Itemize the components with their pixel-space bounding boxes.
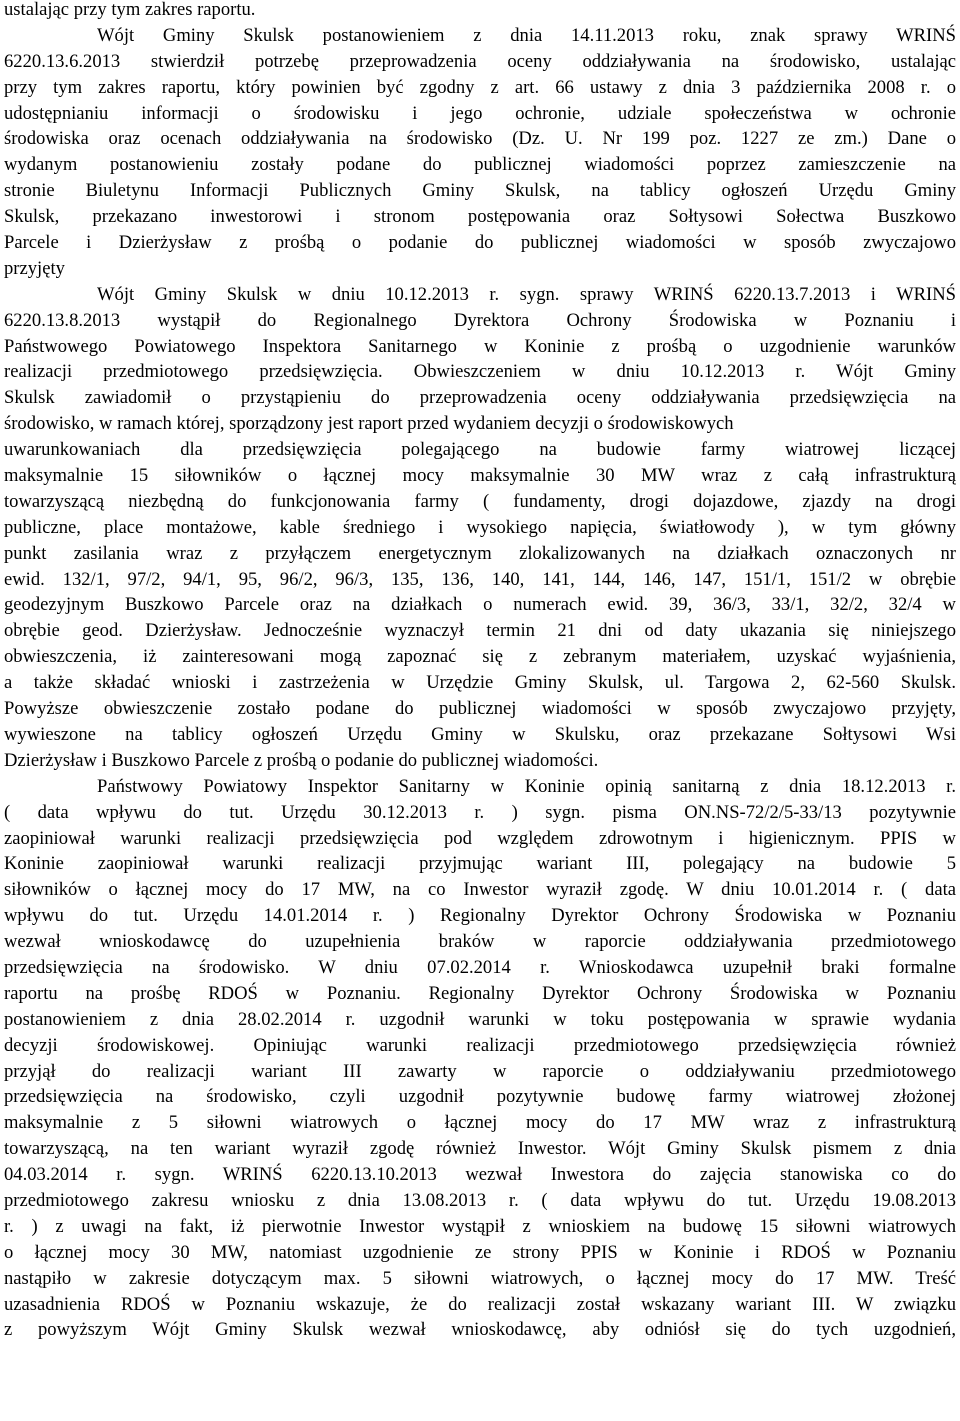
text-line: stronie Biuletynu Informacji Publicznych Gminy Skulsk, na tablicy ogłoszeń Urzędu Gminy	[4, 180, 956, 202]
text-line: Państwowy Powiatowy Inspektor Sanitarny w Koninie opinią sanitarną z dnia 18.12.2013 r.	[97, 775, 956, 797]
text-line: maksymalnie z 5 siłowni wiatrowych o łącznej mocy do 17 MW wraz z infrastrukturą	[4, 1112, 956, 1134]
document-body	[4, 0, 956, 1395]
text-line: postanowieniem z dnia 28.02.2014 r. uzgodnił warunki w toku postępowania w sprawie wydania	[4, 1008, 956, 1030]
text-line: uwarunkowaniach dla przedsięwzięcia polegającego na budowie farmy wiatrowej liczącej	[4, 439, 956, 461]
text-line: 6220.13.6.2013 stwierdził potrzebę przeprowadzenia oceny oddziaływania na środowisko, ustalając	[4, 50, 956, 72]
text-line: ( data wpływu do tut. Urzędu 30.12.2013 r. ) sygn. pisma ON.NS-72/2/5-33/13 pozytywnie	[4, 801, 956, 823]
text-line: 04.03.2014 r. sygn. WRINŚ 6220.13.10.2013 wezwał Inwestora do zajęcia stanowiska co do	[4, 1164, 956, 1186]
text-line: wezwał wnioskodawcę do uzupełnienia braków w raporcie oddziaływania przedmiotowego	[4, 931, 956, 953]
text-line: ewid. 132/1, 97/2, 94/1, 95, 96/2, 96/3, 135, 136, 140, 141, 144, 146, 147, 151/1, 151/2 w obrębie	[4, 568, 956, 590]
text-line: maksymalnie 15 siłowników o łącznej mocy maksymalnie 30 MW wraz z całą infrastrukturą	[4, 465, 956, 487]
text-line: publiczne, place montażowe, kable średniego i wysokiego napięcia, światłowody ), w tym główny	[4, 516, 956, 538]
text-line: wpływu do tut. Urzędu 14.01.2014 r. ) Regionalny Dyrektor Ochrony Środowiska w Poznaniu	[4, 905, 956, 927]
text-line: a także składać wnioski i zastrzeżenia w Urzędzie Gminy Skulsk, ul. Targowa 2, 62-560 Skulsk.	[4, 672, 956, 694]
text-line: Wójt Gminy Skulsk w dniu 10.12.2013 r. sygn. sprawy WRINŚ 6220.13.7.2013 i WRINŚ	[97, 283, 956, 305]
text-line	[4, 1369, 956, 1395]
text-line: wywieszone na tablicy ogłoszeń Urzędu Gminy w Skulsku, oraz przekazane Sołtysowi Wsi	[4, 723, 956, 745]
text-line: Dzierżysław i Buszkowo Parcele z prośbą o podanie do publicznej wiadomości.	[4, 749, 599, 771]
text-line: Wójt Gminy Skulsk postanowieniem z dnia 14.11.2013 roku, znak sprawy WRINŚ	[97, 24, 956, 46]
text-line: ustalając przy tym zakres raportu.	[4, 0, 256, 20]
text-line: o łącznej mocy 30 MW, natomiast uzgodnienie ze strony PPIS w Koninie i RDOŚ w Poznaniu	[4, 1241, 956, 1263]
text-line: Parcele i Dzierżysław z prośbą o podanie do publicznej wiadomości w sposób zwyczajowo	[4, 232, 956, 254]
text-line: obrębie geod. Dzierżysław. Jednocześnie wyznaczył termin 21 dni od daty ukazania się niniejszego	[4, 620, 956, 642]
text-line: zaopiniował warunki realizacji przedsięwzięcia pod względem zdrowotnym i higienicznym. PPIS w	[4, 827, 956, 849]
text-line: Koninie zaopiniował warunki realizacji przyjmując wariant III, polegający na budowie 5	[4, 853, 956, 875]
text-line: udostępnianiu informacji o środowisku i jego ochronie, udziale społeczeństwa w ochronie	[4, 102, 956, 124]
text-line: wydanym postanowieniu zostały podane do publicznej wiadomości poprzez zamieszczenie na	[4, 154, 956, 176]
text-line: punkt zasilania wraz z przyłączem energetycznym zlokalizowanych na działkach oznaczonych nr	[4, 542, 956, 564]
text-line: towarzyszącą, na ten wariant wyraził zgodę również Inwestor. Wójt Gminy Skulsk pismem z dnia	[4, 1138, 956, 1160]
text-line: przyjął do realizacji wariant III zawarty w raporcie o oddziaływaniu przedmiotowego	[4, 1060, 956, 1082]
text-line: r. ) z uwagi na fakt, iż pierwotnie Inwestor wystąpił z wnioskiem na budowę 15 siłowni wiatrowych	[4, 1215, 956, 1237]
text-line: nastąpiło w zakresie dotyczącym max. 5 siłowni wiatrowych, o łącznej mocy do 17 MW. Treść	[4, 1267, 956, 1289]
text-line: towarzyszącą niezbędną do funkcjonowania farmy ( fundamenty, drogi dojazdowe, zjazdy na drogi	[4, 490, 956, 512]
text-line: decyzji środowiskowej. Opiniując warunki realizacji przedmiotowego przedsięwzięcia również	[4, 1034, 956, 1056]
text-line	[4, 1343, 956, 1369]
text-line: z powyższym Wójt Gminy Skulsk wezwał wnioskodawcę, aby odniósł się do tych uzgodnień,	[4, 1319, 956, 1341]
text-line: Skulsk zawiadomił o przystąpieniu do przeprowadzenia oceny oddziaływania przedsięwzięcia na	[4, 387, 956, 409]
text-line: realizacji przedmiotowego przedsięwzięcia. Obwieszczeniem w dniu 10.12.2013 r. Wójt Gminy	[4, 361, 956, 383]
text-line: przyjęty	[4, 257, 65, 279]
text-line: raportu na prośbę RDOŚ w Poznaniu. Regionalny Dyrektor Ochrony Środowiska w Poznaniu	[4, 982, 956, 1004]
text-line: Skulsk, przekazano inwestorowi i stronom postępowania oraz Sołtysowi Sołectwa Buszkowo	[4, 206, 956, 228]
text-line: Państwowego Powiatowego Inspektora Sanitarnego w Koninie z prośbą o uzgodnienie warunków	[4, 335, 956, 357]
text-line: przedsięwzięcia na środowisko, czyli uzgodnił pozytywnie budowę farmy wiatrowej złożonej	[4, 1086, 956, 1108]
text-line: uzasadnienia RDOŚ w Poznaniu wskazuje, że do realizacji został wskazany wariant III. W związku	[4, 1293, 956, 1315]
text-line: siłowników o łącznej mocy do 17 MW, na co Inwestor wyraził zgodę. W dniu 10.01.2014 r. ( data	[4, 879, 956, 901]
text-line: Powyższe obwieszczenie zostało podane do publicznej wiadomości w sposób zwyczajowo przyjęty,	[4, 698, 956, 720]
text-line: geodezyjnym Buszkowo Parcele oraz na działkach o numerach ewid. 39, 36/3, 33/1, 32/2, 32/4 w	[4, 594, 956, 616]
text-line: 6220.13.8.2013 wystąpił do Regionalnego Dyrektora Ochrony Środowiska w Poznaniu i	[4, 309, 956, 331]
text-line: środowiska oraz ocenach oddziaływania na środowisko (Dz. U. Nr 199 poz. 1227 ze zm.) Dane o	[4, 128, 956, 150]
text-line: przedmiotowego zakresu wniosku z dnia 13.08.2013 r. ( data wpływu do tut. Urzędu 19.08.2013	[4, 1189, 956, 1211]
text-line: przy tym zakres raportu, który powinien być zgodny z art. 66 ustawy z dnia 3 października 2008 r. o	[4, 76, 956, 98]
text-line: przedsięwzięcia na środowisko. W dniu 07.02.2014 r. Wnioskodawca uzupełnił braki formalne	[4, 956, 956, 978]
text-line: środowisko, w ramach której, sporządzony jest raport przed wydaniem decyzji o środowiskowych	[4, 413, 734, 435]
text-line: obwieszczenia, iż zainteresowani mogą zapoznać się z zebranym materiałem, uzyskać wyjaśnienia,	[4, 646, 956, 668]
